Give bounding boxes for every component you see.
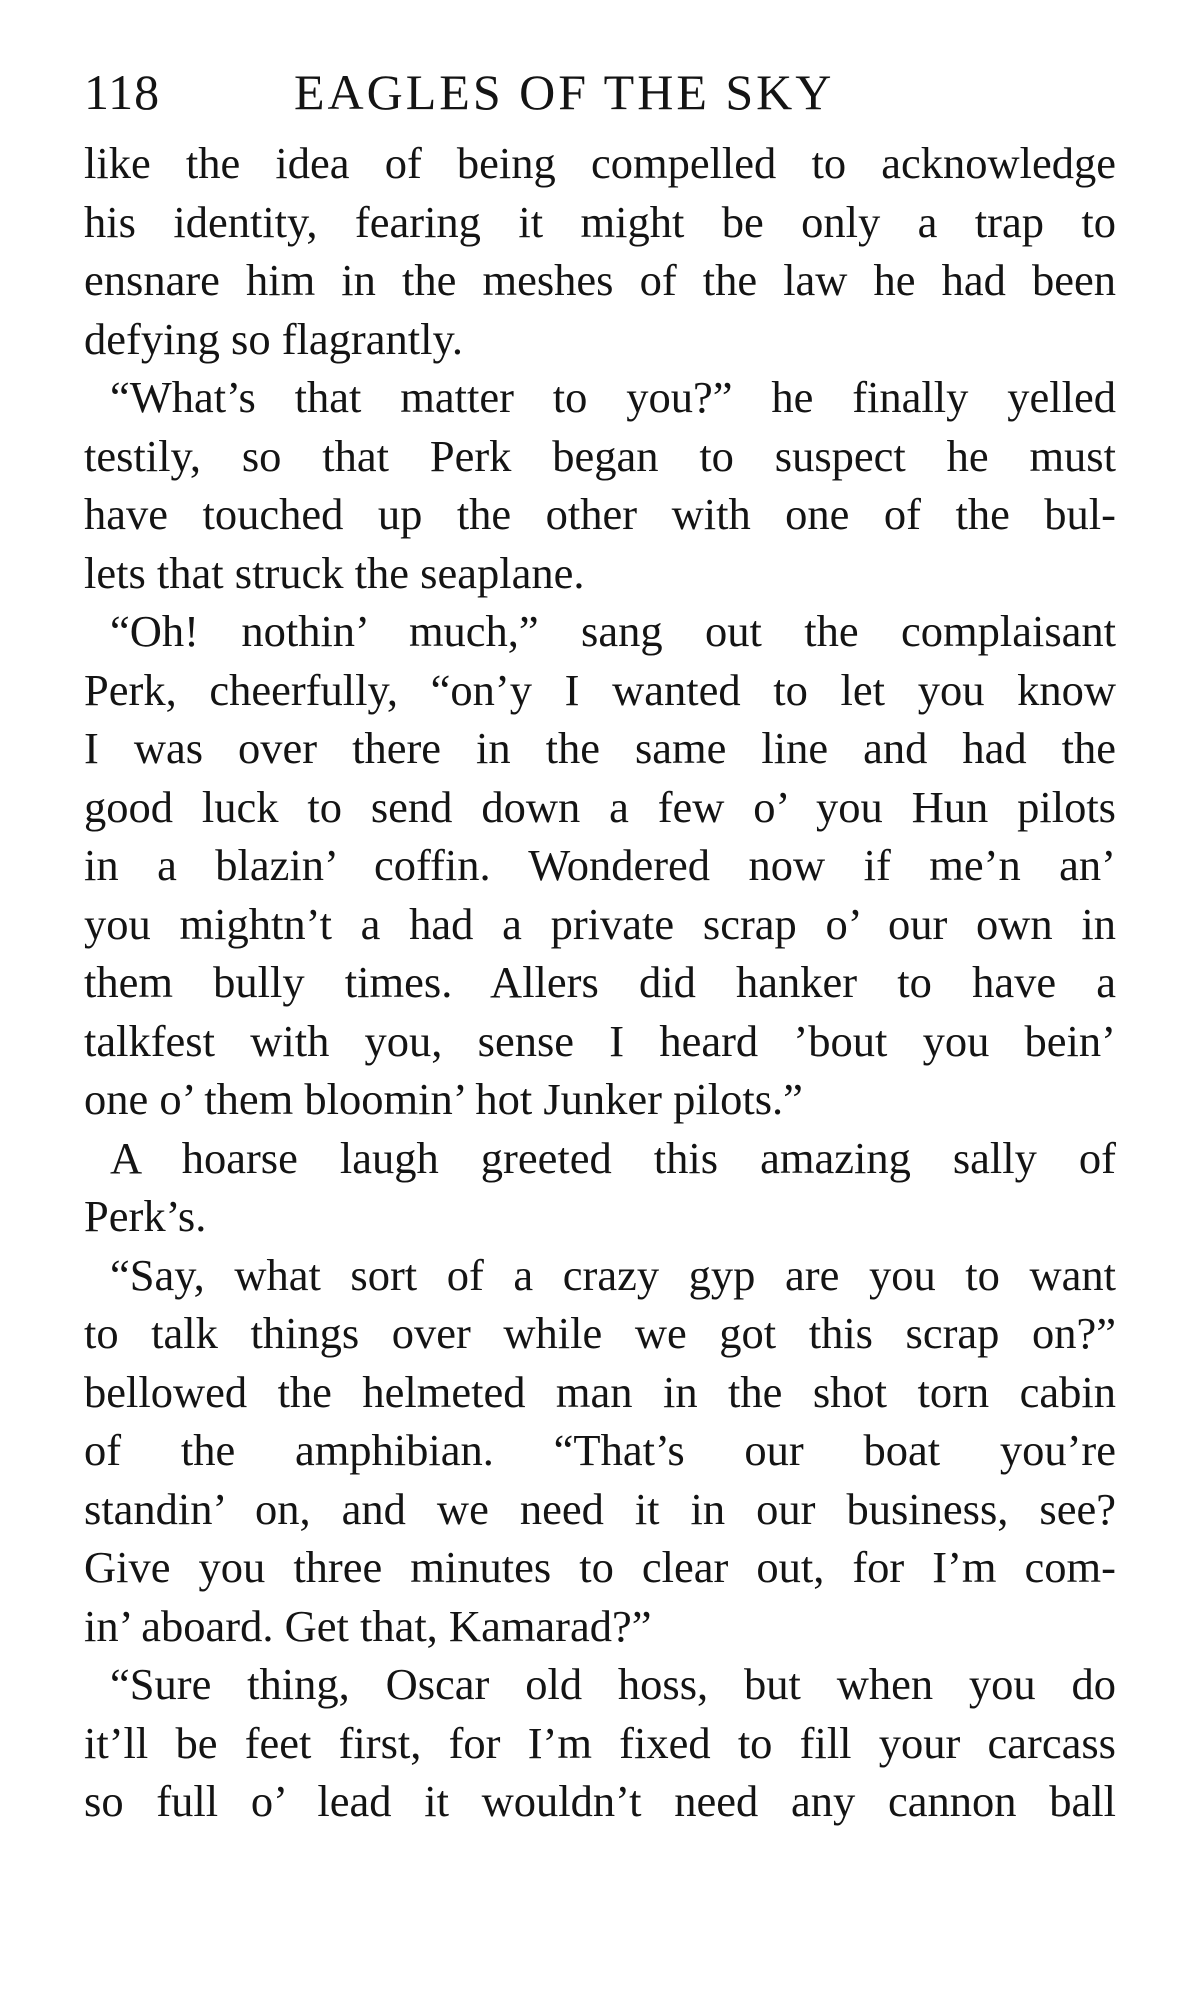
text-line: testily, so that Perk began to suspect he must [84,430,1116,481]
text-line: standin’ on, and we need it in our business, see? [84,1483,1116,1534]
text-line: “What’s that matter to you?” he finally yelled [110,372,1116,422]
text-line: Give you three minutes to clear out, for I’m com- [84,1542,1116,1592]
text-line: have touched up the other with one of the bul- [84,489,1116,539]
text-line: A hoarse laugh greeted this amazing sally of [110,1132,1116,1183]
body-text [84,134,1116,1831]
page-number: 118 [84,64,161,120]
text-line: you mightn’t a had a private scrap o’ our own in [84,898,1116,949]
text-line: in’ aboard. Get that, Kamarad?” [84,1600,652,1651]
text-line: Perk, cheerfully, “on’y I wanted to let you know [84,664,1116,715]
text-line: in a blazin’ coffin. Wondered now if me’n an’ [84,840,1116,890]
text-line: like the idea of being compelled to acknowledge [84,138,1116,188]
text-line: to talk things over while we got this scrap on?” [84,1308,1116,1358]
text-line: it’ll be feet first, for I’m fixed to fill your carcass [84,1717,1116,1768]
text-line: “Sure thing, Oscar old hoss, but when you do [110,1659,1116,1709]
text-line: so full o’ lead it wouldn’t need any cannon ball [84,1776,1116,1826]
text-line: them bully times. Allers did hanker to have a [84,957,1116,1007]
text-line: I was over there in the same line and had the [84,723,1116,773]
text-line: ensnare him in the meshes of the law he had been [84,255,1116,305]
text-line: good luck to send down a few o’ you Hun pilots [84,781,1116,832]
text-line: “Say, what sort of a crazy gyp are you to want [110,1249,1116,1300]
text-line: talkfest with you, sense I heard ’bout you bein’ [84,1015,1116,1066]
text-line: defying so flagrantly. [84,313,463,364]
running-head [84,50,1116,134]
text-line: of the amphibian. “That’s our boat you’re [84,1425,1116,1475]
text-line: Perk’s. [84,1191,207,1241]
book-page [84,50,1116,1831]
text-line: lets that struck the seaplane. [84,547,585,598]
text-line: his identity, fearing it might be only a trap to [84,196,1116,247]
text-line: “Oh! nothin’ much,” sang out the complaisant [110,606,1116,656]
text-line: one o’ them bloomin’ hot Junker pilots.” [84,1074,803,1124]
running-title: EAGLES OF THE SKY [294,64,835,120]
text-line: bellowed the helmeted man in the shot torn cabin [84,1366,1116,1417]
